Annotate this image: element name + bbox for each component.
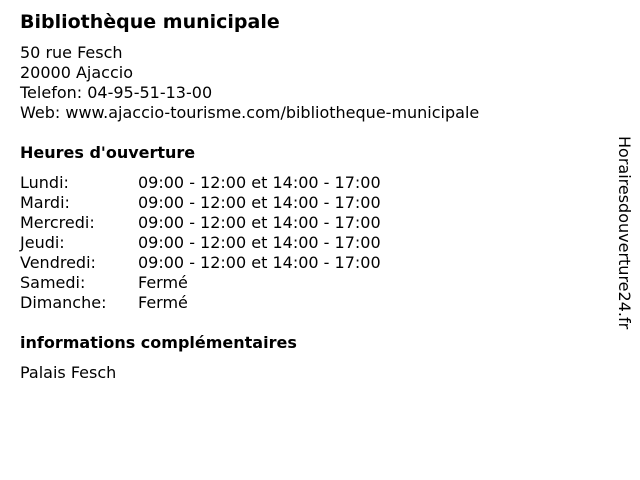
opening-hours-table: [20, 173, 600, 313]
hours-value: 09:00 - 12:00 et 14:00 - 17:00: [138, 213, 381, 232]
day-label: Vendredi:: [20, 253, 96, 272]
watermark-text: Horairesdouverture24.fr: [615, 136, 634, 330]
phone-number: Telefon: 04-95-51-13-00: [20, 83, 213, 102]
hours-row-sunday: [20, 293, 600, 313]
hours-heading: Heures d'ouverture: [20, 143, 196, 162]
hours-value: 09:00 - 12:00 et 14:00 - 17:00: [138, 173, 381, 192]
hours-row-wednesday: [20, 213, 600, 233]
site-watermark: [610, 136, 636, 372]
website-link[interactable]: Web: www.ajaccio-tourisme.com/bibliotheque-municipale: [20, 103, 480, 122]
city-address: 20000 Ajaccio: [20, 63, 134, 82]
day-label: Jeudi:: [20, 233, 65, 252]
hours-value: Fermé: [138, 293, 188, 312]
hours-row-thursday: [20, 233, 600, 253]
day-label: Mercredi:: [20, 213, 95, 232]
hours-row-tuesday: [20, 193, 600, 213]
hours-value: 09:00 - 12:00 et 14:00 - 17:00: [138, 253, 381, 272]
page-title: Bibliothèque municipale: [20, 11, 280, 33]
day-label: Samedi:: [20, 273, 86, 292]
day-label: Dimanche:: [20, 293, 107, 312]
venue-card: [20, 10, 600, 383]
additional-info-text: Palais Fesch: [20, 363, 117, 382]
day-label: Lundi:: [20, 173, 69, 192]
hours-value: 09:00 - 12:00 et 14:00 - 17:00: [138, 193, 381, 212]
address-block: [20, 43, 600, 123]
hours-row-saturday: [20, 273, 600, 293]
hours-value: Fermé: [138, 273, 188, 292]
additional-info-heading: informations complémentaires: [20, 333, 297, 352]
hours-row-monday: [20, 173, 600, 193]
day-label: Mardi:: [20, 193, 70, 212]
street-address: 50 rue Fesch: [20, 43, 123, 62]
hours-row-friday: [20, 253, 600, 273]
hours-value: 09:00 - 12:00 et 14:00 - 17:00: [138, 233, 381, 252]
